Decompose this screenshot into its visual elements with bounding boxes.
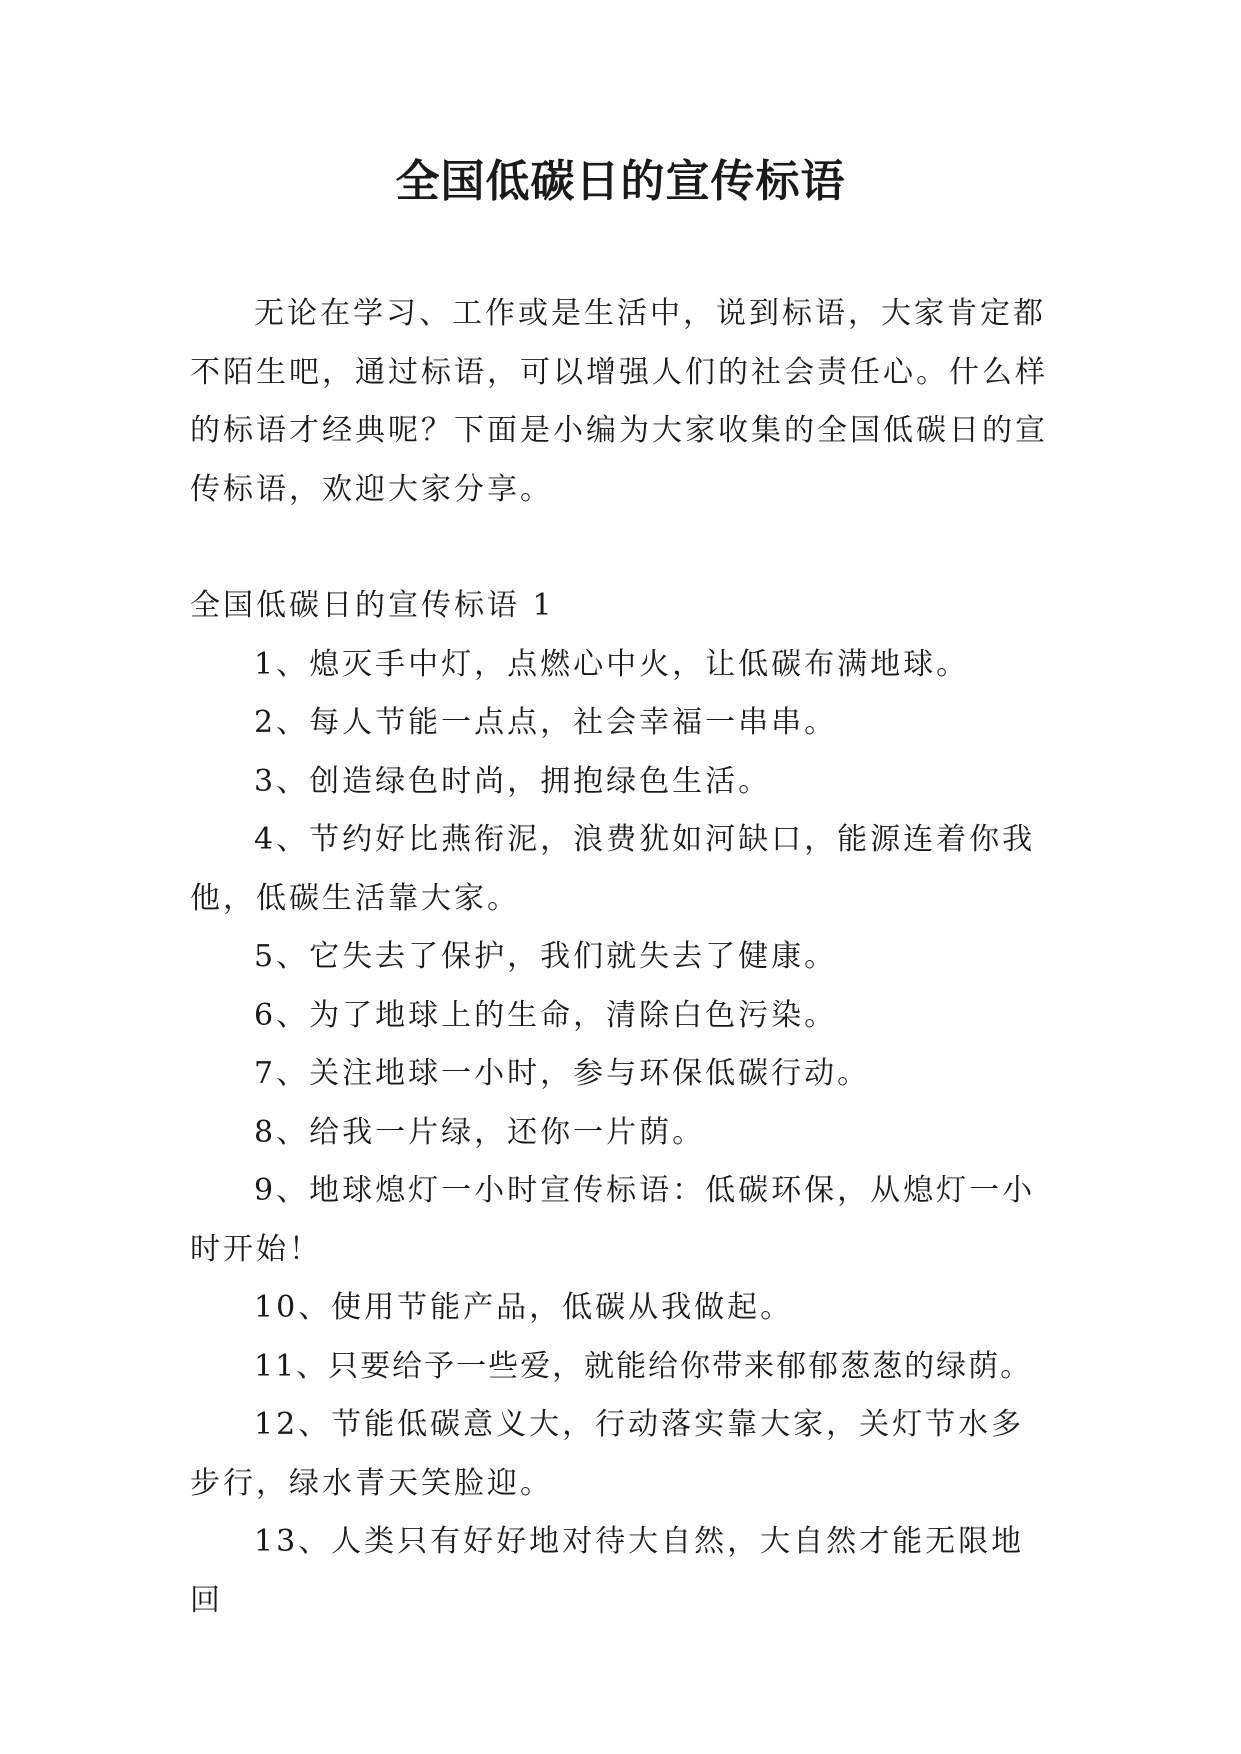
slogan-item-4: 4、节约好比燕衔泥，浪费犹如河缺口，能源连着你我他，低碳生活靠大家。: [190, 822, 1036, 916]
document-title: 全国低碳日的宣传标语: [395, 156, 846, 207]
slogan-item-9: 9、地球熄灯一小时宣传标语：低碳环保，从熄灯一小时开始！: [190, 1173, 1036, 1267]
slogan-item-13: 13、人类只有好好地对待大自然，大自然才能无限地回: [190, 1524, 1025, 1618]
slogan-item-8: 8、给我一片绿，还你一片荫。: [254, 1114, 706, 1150]
section-heading: 全国低碳日的宣传标语 1: [190, 588, 555, 623]
slogan-item-6: 6、为了地球上的生命，清除白色污染。: [254, 997, 838, 1033]
slogan-item-7: 7、关注地球一小时，参与环保低碳行动。: [254, 1056, 871, 1091]
slogan-item-10: 10、使用节能产品，低碳从我做起。: [254, 1290, 794, 1325]
slogan-item-2: 2、每人节能一点点，社会幸福一串串。: [254, 705, 838, 740]
slogan-item-12: 12、节能低碳意义大，行动落实靠大家，关灯节水多步行，绿水青天笑脸迎。: [190, 1407, 1025, 1501]
slogan-item-3: 3、创造绿色时尚，拥抱绿色生活。: [254, 763, 772, 799]
intro-paragraph: 无论在学习、工作或是生活中，说到标语，大家肯定都不陌生吧，通过标语，可以增强人们的社会责任心。什么样的标语才经典呢？下面是小编为大家收集的全国低碳日的宣传标语，欢迎大家分享。: [190, 296, 1048, 507]
slogan-item-11: 11、只要给予一些爱，就能给你带来郁郁葱葱的绿荫。: [254, 1348, 1033, 1384]
paragraph-gap: [190, 519, 1050, 577]
slogan-item-5: 5、它失去了保护，我们就失去了健康。: [254, 939, 838, 974]
document-body: [190, 285, 1050, 1630]
slogan-item-1: 1、熄灭手中灯，点燃心中火，让低碳布满地球。: [254, 646, 970, 682]
